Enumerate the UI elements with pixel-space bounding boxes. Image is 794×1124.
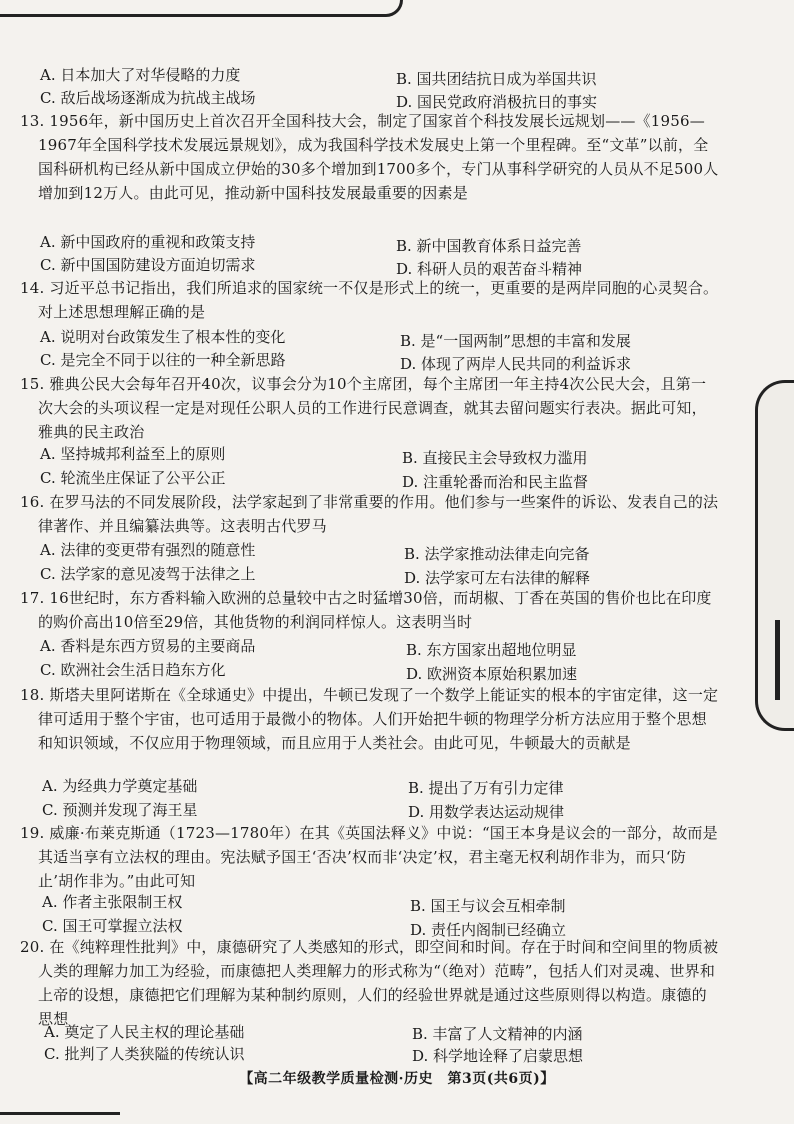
page-edge-decoration <box>0 0 403 17</box>
q18-option-a: A. 为经典力学奠定基础 <box>42 777 198 795</box>
q19-option-b: B. 国王与议会互相牵制 <box>410 897 566 915</box>
q15-option-b: B. 直接民主会导致权力滥用 <box>402 449 588 467</box>
q15-option-a: A. 坚持城邦利益至上的原则 <box>40 445 226 463</box>
q13-option-c: C. 新中国国防建设方面迫切需求 <box>40 256 256 274</box>
question-16 <box>20 490 720 538</box>
q13-option-b: B. 新中国教育体系日益完善 <box>396 237 582 255</box>
q20-option-d: D. 科学地诠释了启蒙思想 <box>412 1047 584 1065</box>
q17-option-c: C. 欧洲社会生活日趋东方化 <box>40 661 226 679</box>
question-15-stem: 15. 雅典公民大会每年召开40次，议事会分为10个主席团，每个主席团一年主持4次公民大会，且第一次大会的头项议程一定是对现任公职人员的工作进行民意调查，就其去留问题实行表决。据此可知，雅典的民主政治 <box>20 375 707 441</box>
q14-option-c: C. 是完全不同于以往的一种全新思路 <box>40 351 286 369</box>
q19-option-a: A. 作者主张限制王权 <box>42 893 183 911</box>
question-19-stem: 19. 威廉·布莱克斯通（1723—1780年）在其《英国法释义》中说：“国王本身是议会的一部分，故而是其适当享有立法权的理由。宪法赋予国王‘否决’权而非‘决定’权，君主毫无权利胡作非为，而只‘防止’胡作非为。”由此可知 <box>20 824 718 890</box>
page-footer: 【高二年级教学质量检测·历史 第3页(共6页)】 <box>239 1071 555 1087</box>
q20-option-c: C. 批判了人类狭隘的传统认识 <box>44 1045 245 1063</box>
question-15 <box>20 372 720 444</box>
question-17-stem: 17. 16世纪时，东方香料输入欧洲的总量较中古之时猛增30倍，而胡椒、丁香在英国的售价也比在印度的购价高出10倍至29倍，其他货物的利润同样惊人。这表明当时 <box>20 589 712 631</box>
question-14 <box>20 276 720 324</box>
q20-option-a: A. 奠定了人民主权的理论基础 <box>44 1023 245 1041</box>
question-17 <box>20 586 720 634</box>
q12-option-a: A. 日本加大了对华侵略的力度 <box>40 66 241 84</box>
question-13 <box>20 109 720 205</box>
binding-mark-decoration <box>775 620 780 700</box>
question-20-stem: 20. 在《纯粹理性批判》中，康德研究了人类感知的形式，即空间和时间。存在于时间和空间里的物质被人类的理解力加工为经验，而康德把人类理解力的形式称为“（绝对）范畴”，包括人们对灵魂、世界和上帝的设想，康德把它们理解为某种制约原则，人们的经验世界就是通过这些原则得以构造。康德的思想 <box>20 938 719 1028</box>
q12-option-b: B. 国共团结抗日成为举国共识 <box>396 70 597 88</box>
question-18-stem: 18. 斯塔夫里阿诺斯在《全球通史》中提出，牛顿已发现了一个数学上能证实的根本的宇宙定律，这一定律可适用于整个宇宙，也可适用于最微小的物体。人们开始把牛顿的物理学分析方法应用于整个思想和知识领域，不仅应用于物理领域，而且应用于人类社会。由此可见，牛顿最大的贡献是 <box>20 686 719 752</box>
q16-option-a: A. 法律的变更带有强烈的随意性 <box>40 541 256 559</box>
q12-option-d: D. 国民党政府消极抗日的事实 <box>396 93 598 111</box>
question-18 <box>20 683 720 755</box>
q15-option-d: D. 注重轮番而治和民主监督 <box>402 473 589 491</box>
q18-option-b: B. 提出了万有引力定律 <box>408 779 564 797</box>
question-14-stem: 14. 习近平总书记指出，我们所追求的国家统一不仅是形式上的统一，更重要的是两岸同胞的心灵契合。对上述思想理解正确的是 <box>20 279 719 321</box>
q16-option-b: B. 法学家推动法律走向完备 <box>404 545 590 563</box>
q17-option-b: B. 东方国家出超地位明显 <box>406 641 577 659</box>
q16-option-c: C. 法学家的意见凌驾于法律之上 <box>40 565 256 583</box>
q18-option-c: C. 预测并发现了海王星 <box>42 801 198 819</box>
question-16-stem: 16. 在罗马法的不同发展阶段，法学家起到了非常重要的作用。他们参与一些案件的诉讼、发表自己的法律著作、并且编纂法典等。这表明古代罗马 <box>20 493 719 535</box>
q17-option-d: D. 欧洲资本原始积累加速 <box>406 665 578 683</box>
q19-option-d: D. 责任内阁制已经确立 <box>410 921 567 939</box>
q18-option-d: D. 用数学表达运动规律 <box>408 803 565 821</box>
q13-option-d: D. 科研人员的艰苦奋斗精神 <box>396 260 583 278</box>
q20-option-b: B. 丰富了人文精神的内涵 <box>412 1025 583 1043</box>
q17-option-a: A. 香料是东西方贸易的主要商品 <box>40 637 256 655</box>
q13-option-a: A. 新中国政府的重视和政策支持 <box>40 233 256 251</box>
q15-option-c: C. 轮流坐庄保证了公平公正 <box>40 469 226 487</box>
question-20 <box>20 935 720 1031</box>
question-13-stem: 13. 1956年，新中国历史上首次召开全国科技大会，制定了国家首个科技发展长远规划——《1956—1967年全国科学技术发展远景规划》，成为我国科学技术发展史上第一个里程碑。至“文革”以前，全国科研机构已经从新中国成立伊始的30多个增加到1700多个，专门从事科学研究的人员从不足500人增加到12万人。由此可见，推动新中国科技发展最重要的因素是 <box>20 112 719 202</box>
question-19 <box>20 821 720 893</box>
q19-option-c: C. 国王可掌握立法权 <box>42 917 183 935</box>
q14-option-b: B. 是“一国两制”思想的丰富和发展 <box>400 332 631 350</box>
q16-option-d: D. 法学家可左右法律的解释 <box>404 569 591 587</box>
q12-option-c: C. 敌后战场逐渐成为抗战主战场 <box>40 89 256 107</box>
q14-option-d: D. 体现了两岸人民共同的利益诉求 <box>400 355 632 373</box>
q14-option-a: A. 说明对台政策发生了根本性的变化 <box>40 328 286 346</box>
page-edge-line <box>0 1112 120 1115</box>
